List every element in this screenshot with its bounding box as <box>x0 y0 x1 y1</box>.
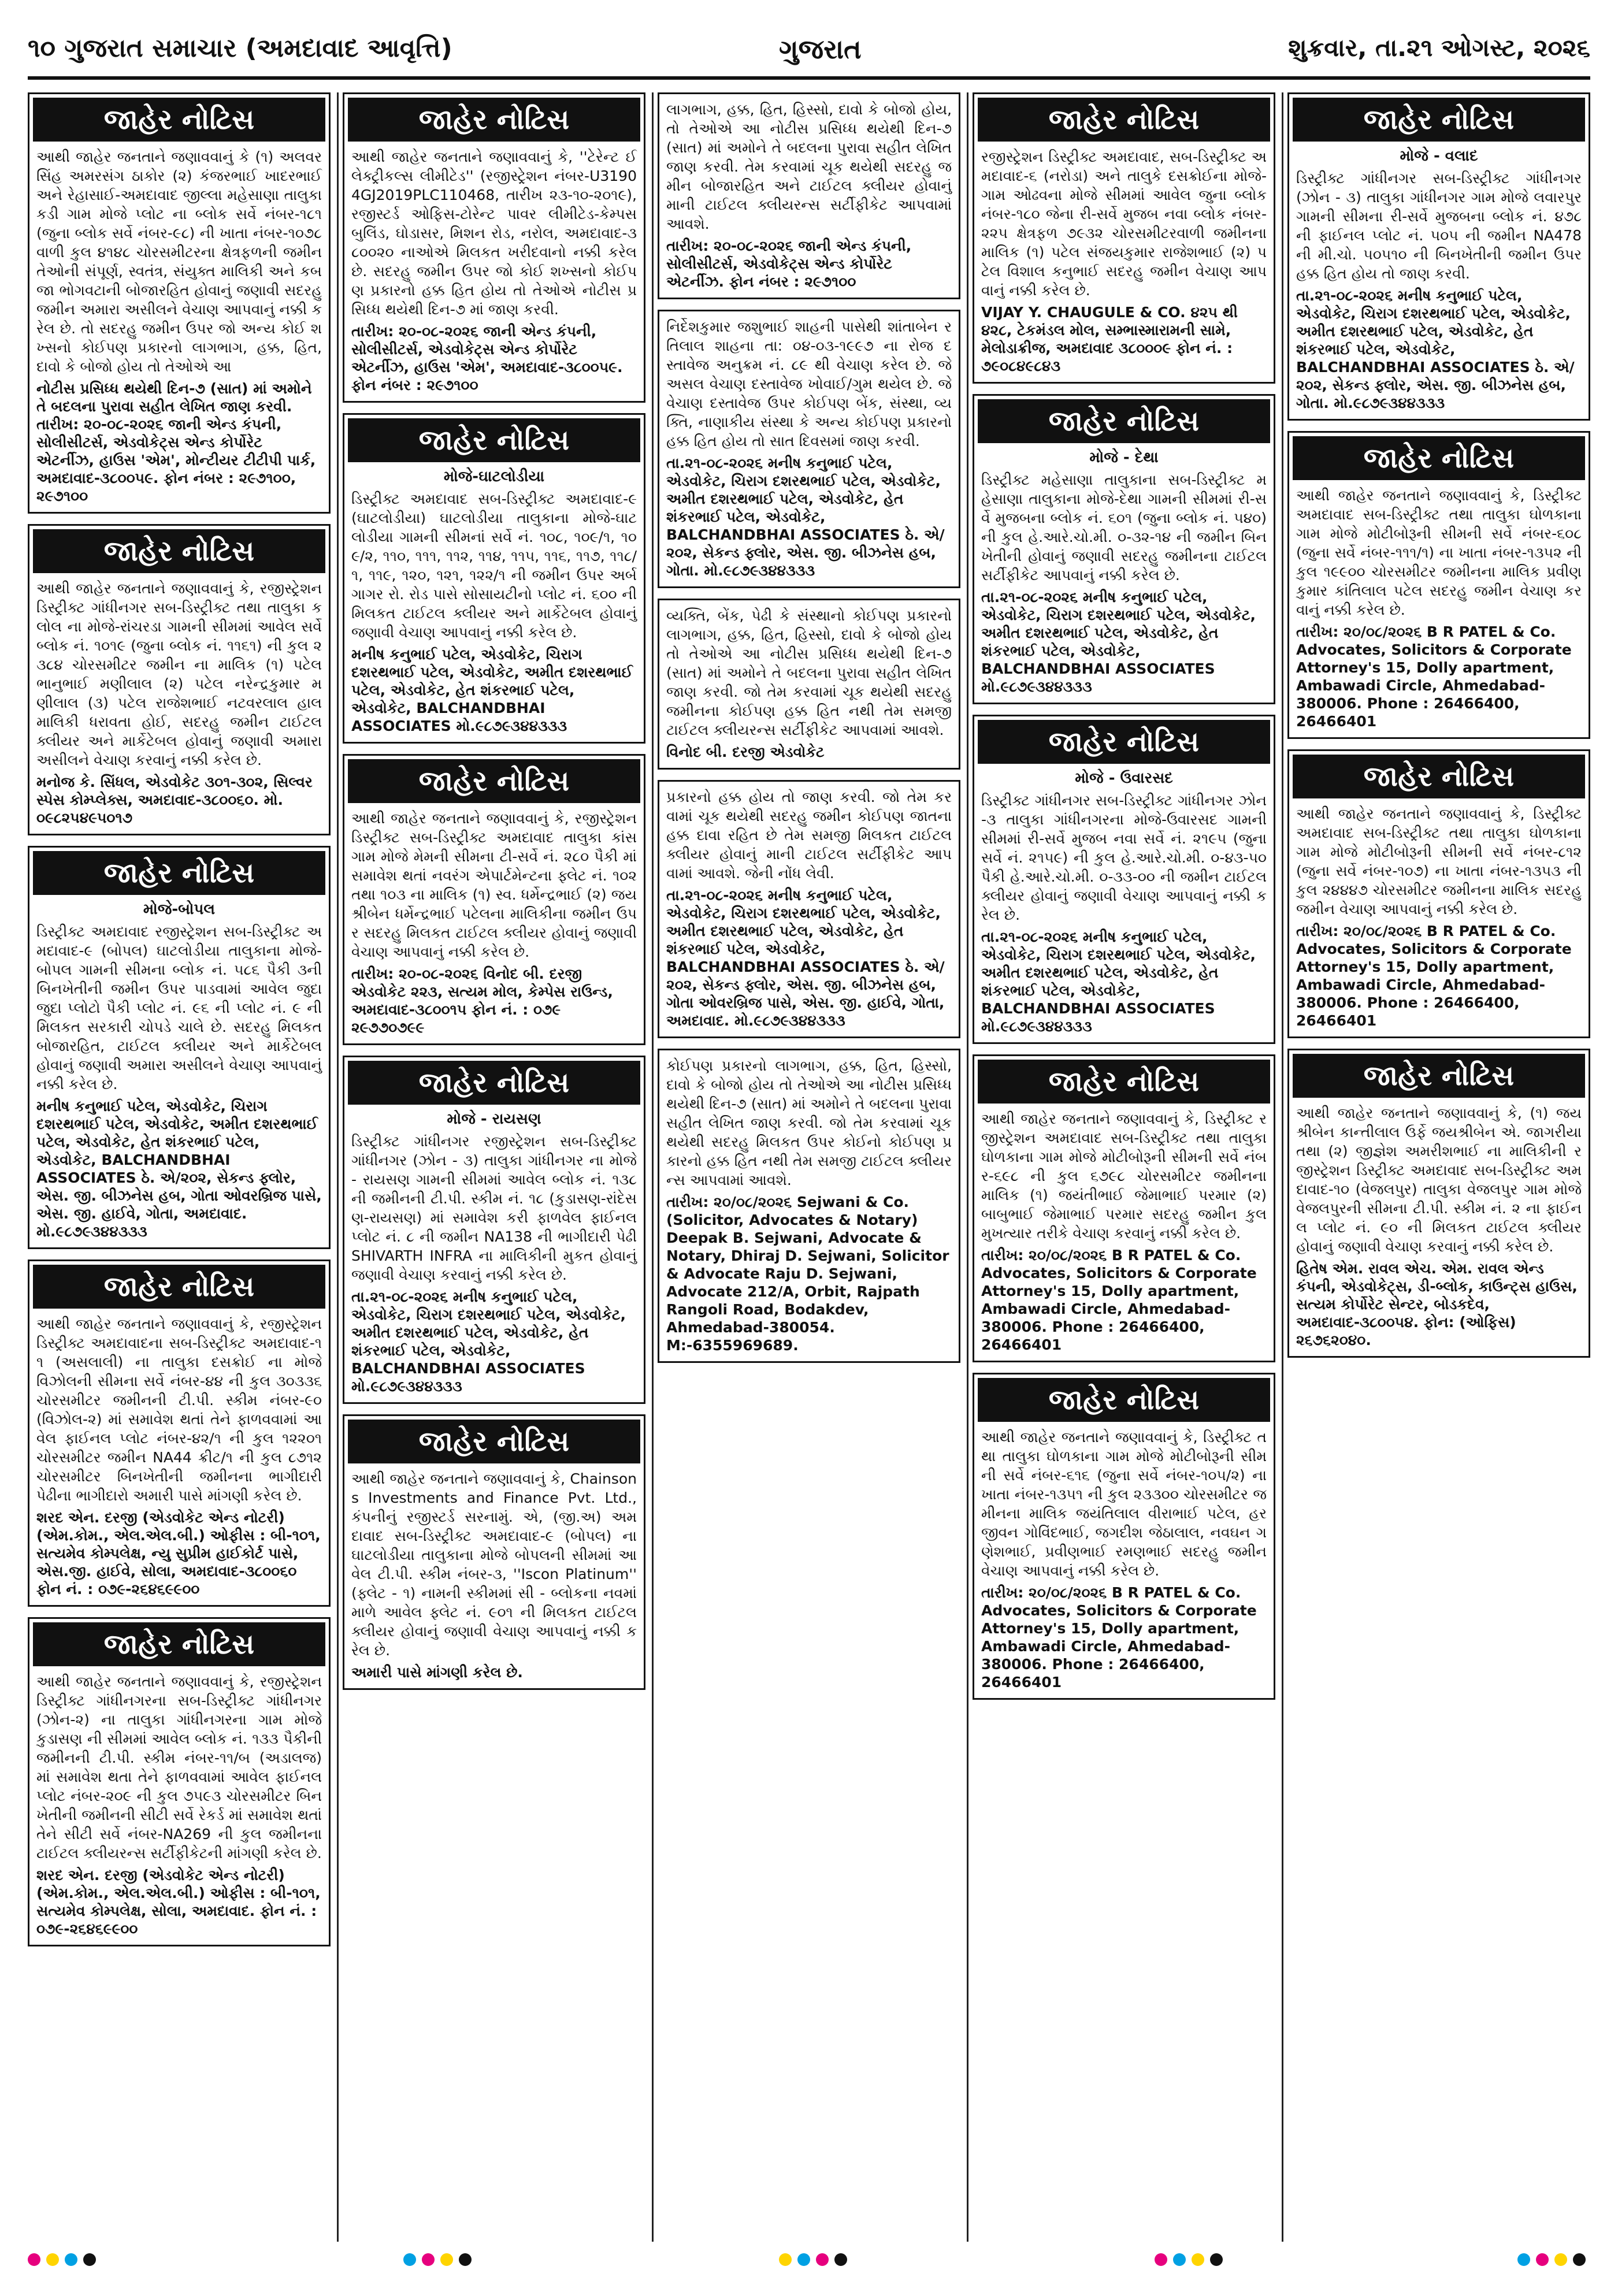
notice-body: આથી જાહેર જનતાને જણાવવાનું કે, રજીસ્ટ્રેશન ડિસ્ટ્રીક્ટ અમદાવાદના સબ-ડિસ્ટ્રીક્ટ અમદાવાદ-૧૧ (અસલાલી) ના તાલુકા દસક્રોઈ ના મોજે વિઝોલની સીમના સર્વે નંબર-૪૪ ની કુલ ૩૦૩૩૬ ચોરસમીટર જમીનની ટી.પી. સ્કીમ નંબર-૯૦ (વિઝોલ-૨) માં સમાવેશ થતાં તેને ફાળવવામાં આવેલ ફાઈનલ પ્લોટ નંબર-૪૨/૧ ની કુલ ૧૨૨૦૧ ચોરસમીટર જમીન NA44 ક્રીટ/૧ ની કુલ ૮૭૧૨ ચોરસમીટર બિનખેતીની જમીનના ભાગીદારી પેઢીના ભાગીદારો અમારી પાસે માંગણી કરેલ છે. <box>36 1316 322 1504</box>
notice-body: આથી જાહેર જનતાને જણાવવાનું કે, (૧) જયશ્રીબેન કાન્તીલાલ ઉર્ફે જયશ્રીબેન એ. જાગરીયા તથા (૨) જીજ્ઞેશ અમરીશભાઈ ના માલિકીની રજીસ્ટ્રેશન ડિસ્ટ્રીક્ટ અમદાવાદ સબ-ડિસ્ટ્રીક્ટ અમદાવાદ-૧૦ (વેજલપુર) તાલુકા વેજલપુર ગામ મોજે વેજલપુરની સીમના ટી.પી. સ્કીમ નં. ૨ ના ફાઈનલ પ્લોટ નં. ૯૦ ની મિલકત ટાઈટલ ક્લીયર હોવાનું જણાવી વેચાણ કરવાનું નક્કી કરેલ છે. <box>1296 1105 1582 1255</box>
black-dot <box>83 2253 96 2266</box>
notice-signature: તા.૨૧-૦૮-૨૦૨૬ મનીષ કનુભાઈ પટેલ, એડવોકેટ, ચિરાગ દશરથભાઈ પટેલ, એડવોકેટ, અમીત દશરથભાઈ પટેલ, એડવોકેટ, હેત શંકરભાઈ પટેલ, એડવોકેટ, BALCHANDBHAI ASSOCIATES મો.૯૮૭૯૩૪૪૩૩૩ <box>981 928 1256 1035</box>
notice-signature: શરદ એન. દરજી (એડવોકેટ એન્ડ નોટરી) (એમ.કોમ., એલ.એલ.બી.) ઓફીસ : બી-૧૦૧, સત્યમેવ કોમ્પલેક્ષ, ન્યુ સુપ્રીમ હાઈકોર્ટ પાસે, એસ.જી. હાઈવે, સોલા, અમદાવાદ-૩૮૦૦૬૦ ફોન નં. : ૦૭૯-૨૬૪૬૯૯૦૦ <box>36 1509 321 1597</box>
notice-signature: વિનોદ બી. દરજી એડવોકેટ <box>666 744 825 760</box>
column-1 <box>28 92 331 2242</box>
notice-body: આથી જાહેર જનતાને જણાવવાનું કે, Chainsons Investments and Finance Pvt. Ltd., કંપનીનું રજીસ્ટર્ડ સરનામું. એ, (જી.અ) અમદાવાદ સબ-ડિસ્ટ્રીક્ટ અમદાવાદ-૯ (બોપલ) ના ઘાટલોડીયા તાલુકાના મોજે બોપલની સીમમાં આવેલ ટી.પી. સ્કીમ નંબર-૩, ''Iscon Platinum'' (ફ્લેટ - ૧) નામની સ્કીમમાં સી - બ્લોકના નવમાં માળે આવેલ ફ્લેટ નં. ૯૦૧ ની મિલકત ટાઈટલ ક્લીયર હોવાનું જણાવી વેચાણ આપવાનું નક્કી કરેલ છે. <box>351 1470 637 1659</box>
notice-title: જાહેર નોટિસ <box>33 98 325 142</box>
notice-card <box>343 1056 645 1404</box>
notice-signature: મનીષ કનુભાઈ પટેલ, એડવોકેટ, ચિરાગ દશરથભાઈ પટેલ, એડવોકેટ, અમીત દશરથભાઈ પટેલ, એડવોકેટ, હેત શંકરભાઈ પટેલ, એડવોકેટ, BALCHANDBHAI ASSOCIATES મો.૯૮૭૯૩૪૪૩૩૩ <box>351 646 633 734</box>
notice-title: જાહેર નોટિસ <box>978 399 1270 443</box>
notice-body: આથી જાહેર જનતાને જણાવવાનું કે, ડિસ્ટ્રીક્ટ રજીસ્ટ્રેશન અમદાવાદ સબ-ડિસ્ટ્રીક્ટ તથા તાલુકા ઘોળકાના ગામ મોજે મોટીબોરૂની સીમની સર્વે નંબર-૬૯૮ ની કુલ ૬૭૯૮ ચોરસમીટર જમીનના માલિક (૧) જયંતીભાઈ જેમાભાઈ પરમાર (૨) બાબુભાઈ જેમાભાઈ પરમાર સદરહુ જમીન કુલ મુખત્યાર તરીકે વેચાણ કરવાનું નક્કી કરેલ છે. <box>981 1110 1267 1242</box>
notice-signature: તારીખ: ૨૦-૦૮-૨૦૨૬ જાની એન્ડ કંપની, સોલીસીટર્સ, એડવોકેટ્સ એન્ડ કોર્પોરેટ એટર્નીઝ. ફોન નંબર : ૨૯૭૧૦૦ <box>666 237 912 290</box>
notice-card <box>973 92 1275 384</box>
notice-card <box>973 394 1275 704</box>
header-rule <box>28 76 1590 80</box>
notice-card <box>28 92 331 514</box>
black-dot <box>1573 2253 1586 2266</box>
notice-title: જાહેર નોટિસ <box>1293 1054 1585 1098</box>
notice-body: ડિસ્ટ્રીક્ટ અમદાવાદ સબ-ડિસ્ટ્રીક્ટ અમદાવાદ-૯ (ઘાટલોડીયા) ઘાટલોડીયા તાલુકાના મોજે-ઘાટલોડીયા ગામની સીમનાં સર્વે નં. ૧૦૮, ૧૦૯/૧, ૧૦૯/૨, ૧૧૦, ૧૧૧, ૧૧૨, ૧૧૪, ૧૧૫, ૧૧૬, ૧૧૭, ૧૧૮/૧, ૧૧૯, ૧૨૦, ૧૨૧, ૧૨૨/૧ ની જમીન ઉપર અર્બગાગર રો. રોડ પાસે સોસાયટીનો પ્લોટ નં. ૬૦૦ ની મિલકત ટાઈટલ ક્લીયર અને માર્કેટેબલ હોવાનું જણાવી વેચાણ આપવાનું નક્કી કરેલ છે. <box>351 491 637 641</box>
notice-body: પ્રકારનો હક્ક હોય તો જાણ કરવી. જો તેમ કરવામાં ચૂક થયેથી સદરહુ જમીન કોઈપણ જાતના હક્ક દાવા રહિત છે તેમ સમજી મિલકત ટાઈટલ ક્લીયર હોવાનું માની ટાઈટલ સર્ટીફીકેટ આપવામાં આવશે. જેની નોંધ લેવી. <box>666 789 952 882</box>
notice-body: આથી જાહેર જનતાને જણાવવાનું કે (૧) અલવરસિંહ અમરસંગ ઠાકોર (૨) કંજરભાઈ ખાદરભાઈ અને રેહાસાઈ-અમદાવાદ જીલ્લા મહેસાણા તાલુકા કડી ગામ મોજે પ્લોટ ના બ્લોક સર્વે નંબર-૧૮૧ (જુના બ્લોક સર્વે નંબર-૯૮) ની ખાતા નંબર-૧૦૭૮ વાળી કુલ ૪૧૪૮ ચોરસમીટરના ક્ષેત્રફળની જમીન તેઓની સંપૂર્ણ, સ્વતંત્ર, સંયુક્ત માલિકી અને કબજા ભોગવટાની બોજારહિત હોવાનું જણાવી સદરહુ જમીન અમારા અસીલને વેચાણ આપવાનું નક્કી કરેલ છે. તો સદરહુ જમીન ઉપર જો અન્ય કોઈ શખ્સનો કોઈપણ પ્રકારનો લાગભાગ, હક્ક, હિત, દાવો કે બોજો હોય તો તેઓએ આ <box>36 148 322 375</box>
notice-subheading: મોજે-બોપલ <box>143 901 216 918</box>
notice-signature: તારીખ: ૨૦/૦૮/૨૦૨૬ B R PATEL & Co. Advocates, Solicitors & Corporate Attorney's 15, Dolly apartment, Ambawadi Circle, Ahmedabad-380006. Phone : 26466400, 26466401 <box>981 1584 1257 1691</box>
cyan-dot <box>1517 2253 1530 2266</box>
notice-body: ડિસ્ટ્રીક્ટ ગાંધીનગર રજીસ્ટ્રેશન સબ-ડિસ્ટ્રીક્ટ ગાંધીનગર (ઝોન - ૩) તાલુકા ગાંધીનગર ના મોજે - રાયસણ ગામની સીમમાં આવેલ બ્લોક નં. ૧૩૮ ની જમીનની ટી.પી. સ્કીમ નં. ૧૮ (કુડાસણ-રાંદેસણ-રાયસણ) માં સમાવેશ કરી ફાળવેલ ફાઈનલ પ્લોટ નં. ૮ ની જમીન NA138 ની ભાગીદારી પેઢી SHIVARTH INFRA ના માલિકીની મુકત હોવાનું જણાવી વેચાણ કરવાનું નક્કી કરેલ છે. <box>351 1133 637 1283</box>
notice-title: જાહેર નોટિસ <box>348 1061 640 1105</box>
notice-card <box>1287 431 1590 739</box>
yellow-dot <box>779 2253 792 2266</box>
notice-body: ડિસ્ટ્રીક્ટ અમદાવાદ રજીસ્ટ્રેશન સબ-ડિસ્ટ્રીક્ટ અમદાવાદ-૯ (બોપલ) ઘાટલોડીયા તાલુકાના મોજે-બોપલ ગામની સીમના બ્લોક નં. ૫૮૬ પૈકી ૩ની બિનખેતીની જમીન ઉપર પાડવામાં આવેલ જુદા જુદા પ્લોટો પૈકી પ્લોટ નં. ૯૬ ની પ્લોટ નં. ૯ ની મિલકત સરકારી ચોપડે ચાલે છે. સદરહુ મિલકત બોજારહિત, ટાઈટલ ક્લીયર અને માર્કેટેબલ હોવાનું જણાવી અમારા અસીલને વેચાણ આપવાનું નક્કી કરેલ છે. <box>36 923 322 1093</box>
notice-title: જાહેર નોટિસ <box>33 1265 325 1309</box>
notice-signature: તારીખ: ૨૦/૦૮/૨૦૨૬ Sejwani & Co. (Solicitor, Advocates & Notary) Deepak B. Sejwani, Advocate & Notary, Dhiraj D. Sejwani, Solicitor & Advocate Raju D. Sejwani, Advocate 212/A, Orbit, Rajpath Rangoli Road, Bodakdev, Ahmedabad-380054. M:-6355969689. <box>666 1194 949 1354</box>
notice-title: જાહેર નોટિસ <box>978 1060 1270 1104</box>
notice-title: જાહેર નોટિસ <box>348 418 640 462</box>
notice-body: નિર્દેશકુમાર જશુભાઈ શાહની પાસેથી શાંતાબેન રતિલાલ શાહના તા: ૦૪-૦૩-૧૯૯૭ ના રોજ દસ્તાવેજ અનુક્રમ નં. ૮૯ થી વેચાણ કરેલ છે. જે અસલ વેચાણ દસ્તાવેજ ખોવાઈ/ગુમ થયેલ છે. જે વેચાણ દસ્તાવેજ ઉપર કોઈપણ બેંક, સંસ્થા, વ્યક્તિ, નાણાકીય સંસ્થા કે અન્ય કોઈપણ પ્રકારનો હક્ક હિત હોય તો સાત દિવસમાં જાણ કરવી. <box>666 318 952 449</box>
notice-title: જાહેર નોટિસ <box>978 1378 1270 1422</box>
magenta-dot <box>28 2253 40 2266</box>
notice-signature: નોટીસ પ્રસિધ્ધ થયેથી દિન-૭ (સાત) માં અમોને તે બદલના પુરાવા સહીત લેખિત જાણ કરવી. તારીખ: ૨૦-૦૮-૨૦૨૬ જાની એન્ડ કંપની, સોલીસીટર્સ, એડવોકેટ્સ એન્ડ કોર્પોરેટ એટર્નીઝ, હાઉસ 'એમ', મોન્ટીયર ટીટીપી પાર્ક, અમદાવાદ-૩૮૦૦૫૯. ફોન નંબર : ૨૯૭૧૦૦, ૨૯૭૧૦૦ <box>36 380 316 504</box>
edition-date: શુક્રવાર, તા.૨૧ ઓગસ્ટ, ૨૦૨૬ <box>1288 34 1590 62</box>
notice-signature: તા.૨૧-૦૮-૨૦૨૬ મનીષ કનુભાઈ પટેલ, એડવોકેટ, ચિરાગ દશરથભાઈ પટેલ, એડવોકેટ, અમીત દશરથભાઈ પટેલ, એડવોકેટ, હેત શંકરભાઈ પટેલ, એડવોકેટ, BALCHANDBHAI ASSOCIATES ઠે. એ/૨૦૨, સેકન્ડ ફ્લોર, એસ. જી. બીઝનેસ હબ, ગોતા. મો.૯૮૭૯૩૪૪૩૩૩ <box>1296 287 1575 411</box>
notice-body: આથી જાહેર જનતાને જણાવવાનું કે, રજીસ્ટ્રેશન ડિસ્ટ્રીક્ટ સબ-ડિસ્ટ્રીક્ટ અમદાવાદ તાલુકા કાંસ ગામ મોજે મેમની સીમના ટી-સર્વે નં. ૨૮૦ પૈકી માં સમાવેશ થતાં નવરંગ એપાર્ટમેન્ટના ફ્લેટ નં. ૧૦૨ તથા ૧૦૩ ના માલિક (૧) સ્વ. ધર્મેન્દ્રભાઈ (૨) જયશ્રીબેન ધર્મેન્દ્રભાઈ પટેલના માલિકીના જમીન ઉપર સદરહુ મિલકત ટાઈટલ ક્લીયર હોવાનું જણાવી વેચાણ આપવાનું નક્કી કરેલ છે. <box>351 810 637 960</box>
notice-card <box>658 1049 960 1363</box>
black-dot <box>459 2253 472 2266</box>
notice-title: જાહેર નોટિસ <box>1293 98 1585 142</box>
notice-title: જાહેર નોટિસ <box>348 759 640 803</box>
notice-title: જાહેર નોટિસ <box>348 98 640 142</box>
notice-card <box>343 754 645 1045</box>
notice-subheading: મોજે - રાયસણ <box>447 1110 541 1128</box>
notice-card <box>1287 749 1590 1038</box>
notice-signature: તારીખ: ૨૦/૦૮/૨૦૨૬ B R PATEL & Co. Advocates, Solicitors & Corporate Attorney's 15, Dolly apartment, Ambawadi Circle, Ahmedabad-380006. Phone : 26466400, 26466401 <box>1296 923 1572 1029</box>
notice-card <box>28 1617 331 1946</box>
notice-signature: તારીખ: ૨૦-૦૮-૨૦૨૬ જાની એન્ડ કંપની, સોલીસીટર્સ, એડવોકેટ્સ એન્ડ કોર્પોરેટ એટર્નીઝ, હાઉસ 'એમ', અમદાવાદ-૩૮૦૦૫૯. ફોન નંબર : ૨૯૭૧૦૦ <box>351 323 623 393</box>
page-header <box>28 23 1590 83</box>
notice-title: જાહેર નોટિસ <box>1293 436 1585 480</box>
notice-signature: હિતેષ એમ. રાવલ એચ. એમ. રાવલ એન્ડ કંપની, એડવોકેટ્સ, ડી-બ્લોક, કાઉન્ટ્સ હાઉસ, સત્યમ કોર્પોરેટ સેન્ટર, બોડકદેવ, અમદાવાદ-૩૮૦૦૫૪. ફોન: (ઓફિસ) ૨૬૭૬૨૦૪૦. <box>1296 1260 1578 1348</box>
yellow-dot <box>1192 2253 1204 2266</box>
notice-subheading: મોજે - વલાદ <box>1400 147 1478 165</box>
notice-signature: તારીખ: ૨૦-૦૮-૨૦૨૬ વિનોદ બી. દરજી એડવોકેટ ૨૨૩, સત્યમ મોલ, કેમ્પેસ રાઉન્ડ, અમદાવાદ-૩૮૦૦૧૫ ફોન નં. : ૦૭૯ ૨૯૭૭૦૭૯૯ <box>351 965 613 1036</box>
column-3 <box>658 92 960 2242</box>
cyan-dot <box>797 2253 810 2266</box>
notice-body: ડિસ્ટ્રીક્ટ મહેસાણા તાલુકાના સબ-ડિસ્ટ્રીક્ટ મહેસાણા તાલુકાના મોજે-દેથા ગામની સીમમાં રી-સર્વે મુજબના બ્લોક નં. ૬૦૧ (જુના બ્લોક નં. ૫૪૦) ની કુલ હે.આરે.ચો.મી. ૦-૩૨-૧૪ ની જમીન બિનખેતીની હોવાનું જણાવી સદરહુ જમીનના ટાઈટલ સર્ટીફીકેટ આપવાનું નક્કી કરેલ છે. <box>981 471 1267 584</box>
notice-body: વ્યક્તિ, બેંક, પેઢી કે સંસ્થાનો કોઈપણ પ્રકારનો લાગભાગ, હક્ક, હિત, હિસ્સો, દાવો કે બોજો હોય તો તેઓએ આ નોટીસ પ્રસિધ્ધ થયેથી દિન-૭ (સાત) માં અમોને તે બદલના પુરાવા સહીત લેખિત જાણ કરવી. જો તેમ કરવામાં ચૂક થયેથી સદરહુ જમીનના કોઈપણ હક્ક હિત નથી તેમ સમજી ટાઈટલ ક્લીયરન્સ સર્ટીફીકેટ આપવામાં આવશે. <box>666 607 952 738</box>
notice-card <box>973 715 1275 1044</box>
notice-signature: VIJAY Y. CHAUGULE & CO. ૪૨૫ થી ૪૨૮, ટેકમંડલ મોલ, સમ્ભાસ્મારામની સામે, મેલોડાક્રીજ, અમદાવાદ ૩૮૦૦૦૯ ફોન નં. : ૭૯૦૮૪૯૮૪૩ <box>981 304 1238 374</box>
notice-signature: શરદ એન. દરજી (એડવોકેટ એન્ડ નોટરી) (એમ.કોમ., એલ.એલ.બી.) ઓફીસ : બી-૧૦૧, સત્યમેવ કોમ્પલેક્ષ, સોલા, અમદાવાદ. ફોન નં. : ૦૭૯-૨૬૪૬૯૯૦૦ <box>36 1867 321 1937</box>
notice-card <box>28 1260 331 1607</box>
column-divider <box>337 92 339 2242</box>
notice-card <box>343 92 645 403</box>
notice-card <box>1287 92 1590 421</box>
notice-card <box>1287 1049 1590 1358</box>
column-2 <box>343 92 645 2242</box>
magenta-dot <box>1155 2253 1167 2266</box>
notice-title: જાહેર નોટિસ <box>978 720 1270 764</box>
notice-body: આથી જાહેર જનતાને જણાવવાનું કે, ડિસ્ટ્રીક્ટ અમદાવાદ સબ-ડિસ્ટ્રીક્ટ તથા તાલુકા ઘોળકાના ગામ મોજે મોટીબોરૂની સીમની સર્વે નંબર-૮૧૨ (જુના સર્વે નંબર-૧૦૭) ના ખાતા નંબર-૧૩૫૩ ની કુલ ૨૪૪૪૭ ચોરસમીટર જમીનના માલિક સદરહુ જમીન વેચાણ આપવાનું નક્કી કરેલ છે. <box>1296 805 1582 917</box>
notice-signature: તા.૨૧-૦૮-૨૦૨૬ મનીષ કનુભાઈ પટેલ, એડવોકેટ, ચિરાગ દશરથભાઈ પટેલ, એડવોકેટ, અમીત દશરથભાઈ પટેલ, એડવોકેટ, હેત શંકરભાઈ પટેલ, એડવોકેટ, BALCHANDBHAI ASSOCIATES ઠે. એ/૨૦૨, સેકન્ડ ફ્લોર, એસ. જી. બીઝનેસ હબ, ગોતા ઓવરબ્રિજ પાસે, એસ. જી. હાઈવે, ગોતા, અમદાવાદ. મો.૯૮૭૯૩૪૪૩૩૩ <box>666 887 945 1029</box>
yellow-dot <box>1554 2253 1567 2266</box>
cyan-dot <box>403 2253 416 2266</box>
notice-signature: અમારી પાસે માંગણી કરેલ છે. <box>351 1664 523 1681</box>
notice-body: રજીસ્ટ્રેશન ડિસ્ટ્રીક્ટ અમદાવાદ, સબ-ડિસ્ટ્રીક્ટ અમદાવાદ-૬ (નરોડા) અને તાલુકે દસક્રોઈના મોજે-ગામ ઓઢવના મોજે સીમમાં આવેલ જુના બ્લોક નંબર-૧૮૦ જેના રી-સર્વે મુજબ નવા બ્લોક નંબર-૨૨૫ ક્ષેત્રફળ ૭૯૩૨ ચોરસમીટરવાળી જમીનના માલિક (૧) પટેલ સંજયકુમાર રાજેશભાઈ (૨) પટેલ વિશાલ કનુભાઈ સદરહુ જમીન વેચાણ આપવાનું નક્કી કરેલ છે. <box>981 148 1267 299</box>
notice-signature: તા.૨૧-૦૮-૨૦૨૬ મનીષ કનુભાઈ પટેલ, એડવોકેટ, ચિરાગ દશરથભાઈ પટેલ, એડવોકેટ, અમીત દશરથભાઈ પટેલ, એડવોકેટ, હેત શંકરભાઈ પટેલ, એડવોકેટ, BALCHANDBHAI ASSOCIATES મો.૯૮૭૯૩૪૪૩૩૩ <box>351 1288 626 1395</box>
notice-title: જાહેર નોટિસ <box>33 1622 325 1666</box>
notice-subheading: મોજે - ઉવારસદ <box>1075 770 1173 787</box>
magenta-dot <box>1536 2253 1549 2266</box>
print-registration-marks <box>28 2253 1590 2271</box>
column-divider <box>652 92 654 2242</box>
notice-subheading: મોજે - દેથા <box>1089 449 1159 466</box>
notice-card <box>28 524 331 835</box>
magenta-dot <box>816 2253 829 2266</box>
notice-body: આથી જાહેર જનતાને જણાવવાનું કે, ''ટેરેન્ટ ઈલેક્ટ્રીકલ્સ લીમીટેડ'' (રજીસ્ટ્રેશન નંબર-U31904GJ2019PLC110468, તારીખ ૨૩-૧૦-૨૦૧૯), રજીસ્ટર્ડ ઓફિસ-ટોરેન્ટ પાવર લીમીટેડ-કેમ્પસ બુલિંડ, ઘોડાસર, મિશન રોડ, નરોલ, અમદાવાદ-૩૮૦૦૨૦ નાઓએ મિલકત ખરીદવાનો નક્કી કરેલ છે. સદરહુ જમીન ઉપર જો કોઈ શખ્સનો કોઈપણ પ્રકારનો હક્ક હિત હોય તો તેઓએ નોટીસ પ્રસિધ્ધ થયેથી દિન-૭ માં જાણ કરવી. <box>351 148 637 318</box>
notice-card <box>973 1054 1275 1362</box>
notice-signature: તા.૨૧-૦૮-૨૦૨૬ મનીષ કનુભાઈ પટેલ, એડવોકેટ, ચિરાગ દશરથભાઈ પટેલ, એડવોકેટ, અમીત દશરથભાઈ પટેલ, એડવોકેટ, હેત શંકરભાઈ પટેલ, એડવોકેટ, BALCHANDBHAI ASSOCIATES મો.૯૮૭૯૩૪૪૩૩૩ <box>981 589 1256 695</box>
notice-body: આથી જાહેર જનતાને જણાવવાનું કે, ડિસ્ટ્રીક્ટ તથા તાલુકા ઘોળકાના ગામ મોજે મોટીબોરૂની સીમની સર્વે નંબર-૬૧૬ (જુના સર્વે નંબર-૧૦૫/૨) ના ખાતા નંબર-૧૩૫૧ ની કુલ ૨૩૩૦૦ ચોરસમીટર જમીનના માલિક જયંતિલાલ વીરાભાઈ પટેલ, હરજીવન ગોવિંદભાઈ, જગદીશ જેઠાલાલ, નવઘન ગણેશભાઈ, પ્રવીણભાઈ રમણભાઈ સદરહુ જમીન વેચાણ આપવાનું નક્કી કરેલ છે. <box>981 1429 1267 1579</box>
notice-body: આથી જાહેર જનતાને જણાવવાનું કે, રજીસ્ટ્રેશન ડિસ્ટ્રીક્ટ ગાંધીનગરના સબ-ડિસ્ટ્રીક્ટ ગાંધીનગર (ઝોન-૨) ના તાલુકા ગાંધીનગરના ગામ મોજે કુડાસણ ની સીમમાં આવેલ બ્લોક નં. ૧૩૩ પૈકીની જમીનની ટી.પી. સ્કીમ નંબર-૧૧/બ (અડાલજ) માં સમાવેશ થતા તેને ફાળવવામાં આવેલ ફાઈનલ પ્લોટ નંબર-૨૦૯ ની કુલ ૭૫૯૩ ચોરસમીટર બિનખેતીની જમીનની સીટી સર્વે રેકર્ડ માં સમાવેશ થતાં તેને સીટી સર્વે નંબર-NA269 ની કુલ જમીનના ટાઈટલ ક્લીયરન્સ સર્ટીફીકેટની માંગણી કરેલ છે. <box>36 1673 322 1862</box>
notice-card <box>658 599 960 770</box>
notice-body: આથી જાહેર જનતાને જણાવવાનું કે, ડિસ્ટ્રીક્ટ અમદાવાદ સબ-ડિસ્ટ્રીક્ટ તથા તાલુકા ઘોળકાના ગામ મોજે મોટીબોરૂની સીમની સર્વે નંબર-૬૦૮ (જુના સર્વે નંબર-૧૧૧/૧) ના ખાતા નંબર-૧૩૫૨ ની કુલ ૧૯૯૦૦ ચોરસમીટર જમીનના માલિક પ્રવીણકુમાર કાંતિલાલ પટેલ સદરહુ જમીન વેચાણ કરવાનું નક્કી કરેલ છે. <box>1296 487 1582 618</box>
notice-card <box>658 92 960 299</box>
notice-title: જાહેર નોટિસ <box>348 1420 640 1463</box>
yellow-dot <box>46 2253 59 2266</box>
notice-card <box>343 1414 645 1690</box>
notice-signature: તા.૨૧-૦૮-૨૦૨૬ મનીષ કનુભાઈ પટેલ, એડવોકેટ, ચિરાગ દશરથભાઈ પટેલ, એડવોકેટ, અમીત દશરથભાઈ પટેલ, એડવોકેટ, હેત શંકરભાઈ પટેલ, એડવોકેટ, BALCHANDBHAI ASSOCIATES ઠે. એ/૨૦૨, સેકન્ડ ફ્લોર, એસ. જી. બીઝનેસ હબ, ગોતા. મો.૯૮૭૯૩૪૪૩૩૩ <box>666 455 945 579</box>
notice-title: જાહેર નોટિસ <box>33 851 325 895</box>
notice-signature: તારીખ: ૨૦/૦૮/૨૦૨૬ B R PATEL & Co. Advocates, Solicitors & Corporate Attorney's 15, Dolly apartment, Ambawadi Circle, Ahmedabad-380006. Phone : 26466400, 26466401 <box>981 1247 1257 1353</box>
notice-title: જાહેર નોટિસ <box>33 529 325 573</box>
magenta-dot <box>422 2253 435 2266</box>
page-number-masthead: ૧૦ ગુજરાત સમાચાર (અમદાવાદ આવૃત્તિ) <box>28 34 452 63</box>
section-title: ગુજરાત <box>779 34 862 65</box>
column-5 <box>1287 92 1590 2242</box>
notice-body: આથી જાહેર જનતાને જણાવવાનું કે, રજીસ્ટ્રેશન ડિસ્ટ્રીક્ટ ગાંધીનગર સબ-ડિસ્ટ્રીક્ટ તથા તાલુકા કલોલ ના મોજે-રાંચરડા ગામની સીમમાં આવેલ સર્વે બ્લોક નં. ૧૦૧૯ (જુના બ્લોક નં. ૧૧૬૧) ની કુલ ૨૩૮૪ ચોરસમીટર જમીન ના માલિક (૧) પટેલ ભાનુભાઈ મણીલાલ (૨) પટેલ નરેન્દ્રકુમાર મણીલાલ (૩) પટેલ રાજેશભાઈ નટવરલાલ હાલ માલિકી ધરાવતા હોઈ, સદરહુ જમીન ટાઈટલ ક્લીયર અને માર્કેટેબલ હોવાનું જણાવી અમારા અસીલને વેચાણ કરવાનું નક્કી કરેલ છે. <box>36 580 322 768</box>
black-dot <box>834 2253 847 2266</box>
yellow-dot <box>440 2253 453 2266</box>
notice-card <box>658 780 960 1038</box>
notices-grid <box>28 92 1590 2242</box>
notice-body: લાગભાગ, હક્ક, હિત, હિસ્સો, દાવો કે બોજો હોય, તો તેઓએ આ નોટીસ પ્રસિધ્ધ થયેથી દિન-૭ (સાત) માં અમોને તે બદલના પુરાવા સહીત લેખિત જાણ કરવી. તેમ કરવામાં ચૂક થયેથી સદરહુ જમીન બોજારહિત અને ટાઈટલ ક્લીયર હોવાનું માની ટાઈટલ ક્લીયરન્સ સર્ટીફીકેટ આપવામાં આવશે. <box>666 101 952 232</box>
cyan-dot <box>1173 2253 1186 2266</box>
notice-card <box>28 846 331 1249</box>
notice-signature: તારીખ: ૨૦/૦૮/૨૦૨૬ B R PATEL & Co. Advocates, Solicitors & Corporate Attorney's 15, Dolly apartment, Ambawadi Circle, Ahmedabad-380006. Phone : 26466400, 26466401 <box>1296 623 1572 730</box>
column-4 <box>973 92 1275 2242</box>
cyan-dot <box>65 2253 77 2266</box>
notice-card <box>343 413 645 744</box>
notice-card <box>973 1373 1275 1700</box>
notice-title: જાહેર નોટિસ <box>1293 755 1585 798</box>
notice-body: ડિસ્ટ્રીક્ટ ગાંધીનગર સબ-ડિસ્ટ્રીક્ટ ગાંધીનગર ઝોન-૩ તાલુકા ગાંધીનગરના મોજે-ઉવારસદ ગામની સીમમાં રી-સર્વે મુજબ નવા સર્વે નં. ૨૧૯૫ (જુના સર્વે નં. ૨૧૫૯) ની કુલ હે.આરે.ચો.મી. ૦-૪૩-૫૦ પૈકી હે.આરે.ચો.મી. ૦-૩૩-૦૦ ની જમીન ટાઈટલ ક્લીયર હોવાનું જણાવી વેચાણ આપવાનું નક્કી કરેલ છે. <box>981 792 1267 923</box>
column-divider <box>967 92 968 2242</box>
notice-card <box>658 310 960 588</box>
notice-subheading: મોજે-ઘાટલોડીયા <box>443 468 545 485</box>
black-dot <box>1210 2253 1223 2266</box>
notice-body: ડિસ્ટ્રીક્ટ ગાંધીનગર સબ-ડિસ્ટ્રીક્ટ ગાંધીનગર (ઝોન - ૩) તાલુકા ગાંધીનગર ગામ મોજે લવારપુર ગામની સીમના રી-સર્વે મુજબના બ્લોક નં. ૪૭૮ ની ફાઈનલ પ્લોટ નં. ૫૦૫ ની જમીન NA478 ની મી.ચો. ૫૦૫૧૦ ની બિનખેતીની જમીન ઉપર હક્ક હિત હોય તો જાણ કરવી. <box>1296 170 1582 282</box>
notice-signature: મનીષ કનુભાઈ પટેલ, એડવોકેટ, ચિરાગ દશરથભાઈ પટેલ, એડવોકેટ, અમીત દશરથભાઈ પટેલ, એડવોકેટ, હેત શંકરભાઈ પટેલ, એડવોકેટ, BALCHANDBHAI ASSOCIATES ઠે. એ/૨૦૨, સેકન્ડ ફ્લોર, એસ. જી. બીઝનેસ હબ, ગોતા ઓવરબ્રિજ પાસે, એસ. જી. હાઈવે, ગોતા, અમદાવાદ. મો.૯૮૭૯૩૪૪૩૩૩ <box>36 1098 322 1240</box>
notice-signature: મનોજ કે. સિંધલ, એડવોકેટ ૩૦૧-૩૦૨, સિલ્વર સ્પેસ કોમ્પ્લેક્સ, અમદાવાદ-૩૮૦૦૬૦. મો. ૦૯૮૨૫૪૯૫૦૧૭ <box>36 774 313 826</box>
column-divider <box>1282 92 1283 2242</box>
notice-body: કોઈપણ પ્રકારનો લાગભાગ, હક્ક, હિત, હિસ્સો, દાવો કે બોજો હોય તો તેઓએ આ નોટીસ પ્રસિધ્ધ થયેથી દિન-૭ (સાત) માં અમોને તે બદલના પુરાવા સહીત લેખિત જાણ કરવી. જો તેમ કરવામાં ચૂક થયેથી સદરહુ મિલકત ઉપર કોઈનો કોઈપણ પ્રકારનો હક્ક હિત નથી તેમ સમજી ટાઈટલ ક્લીયરન્સ આપવામાં આવશે. <box>666 1057 952 1188</box>
notice-title: જાહેર નોટિસ <box>978 98 1270 142</box>
